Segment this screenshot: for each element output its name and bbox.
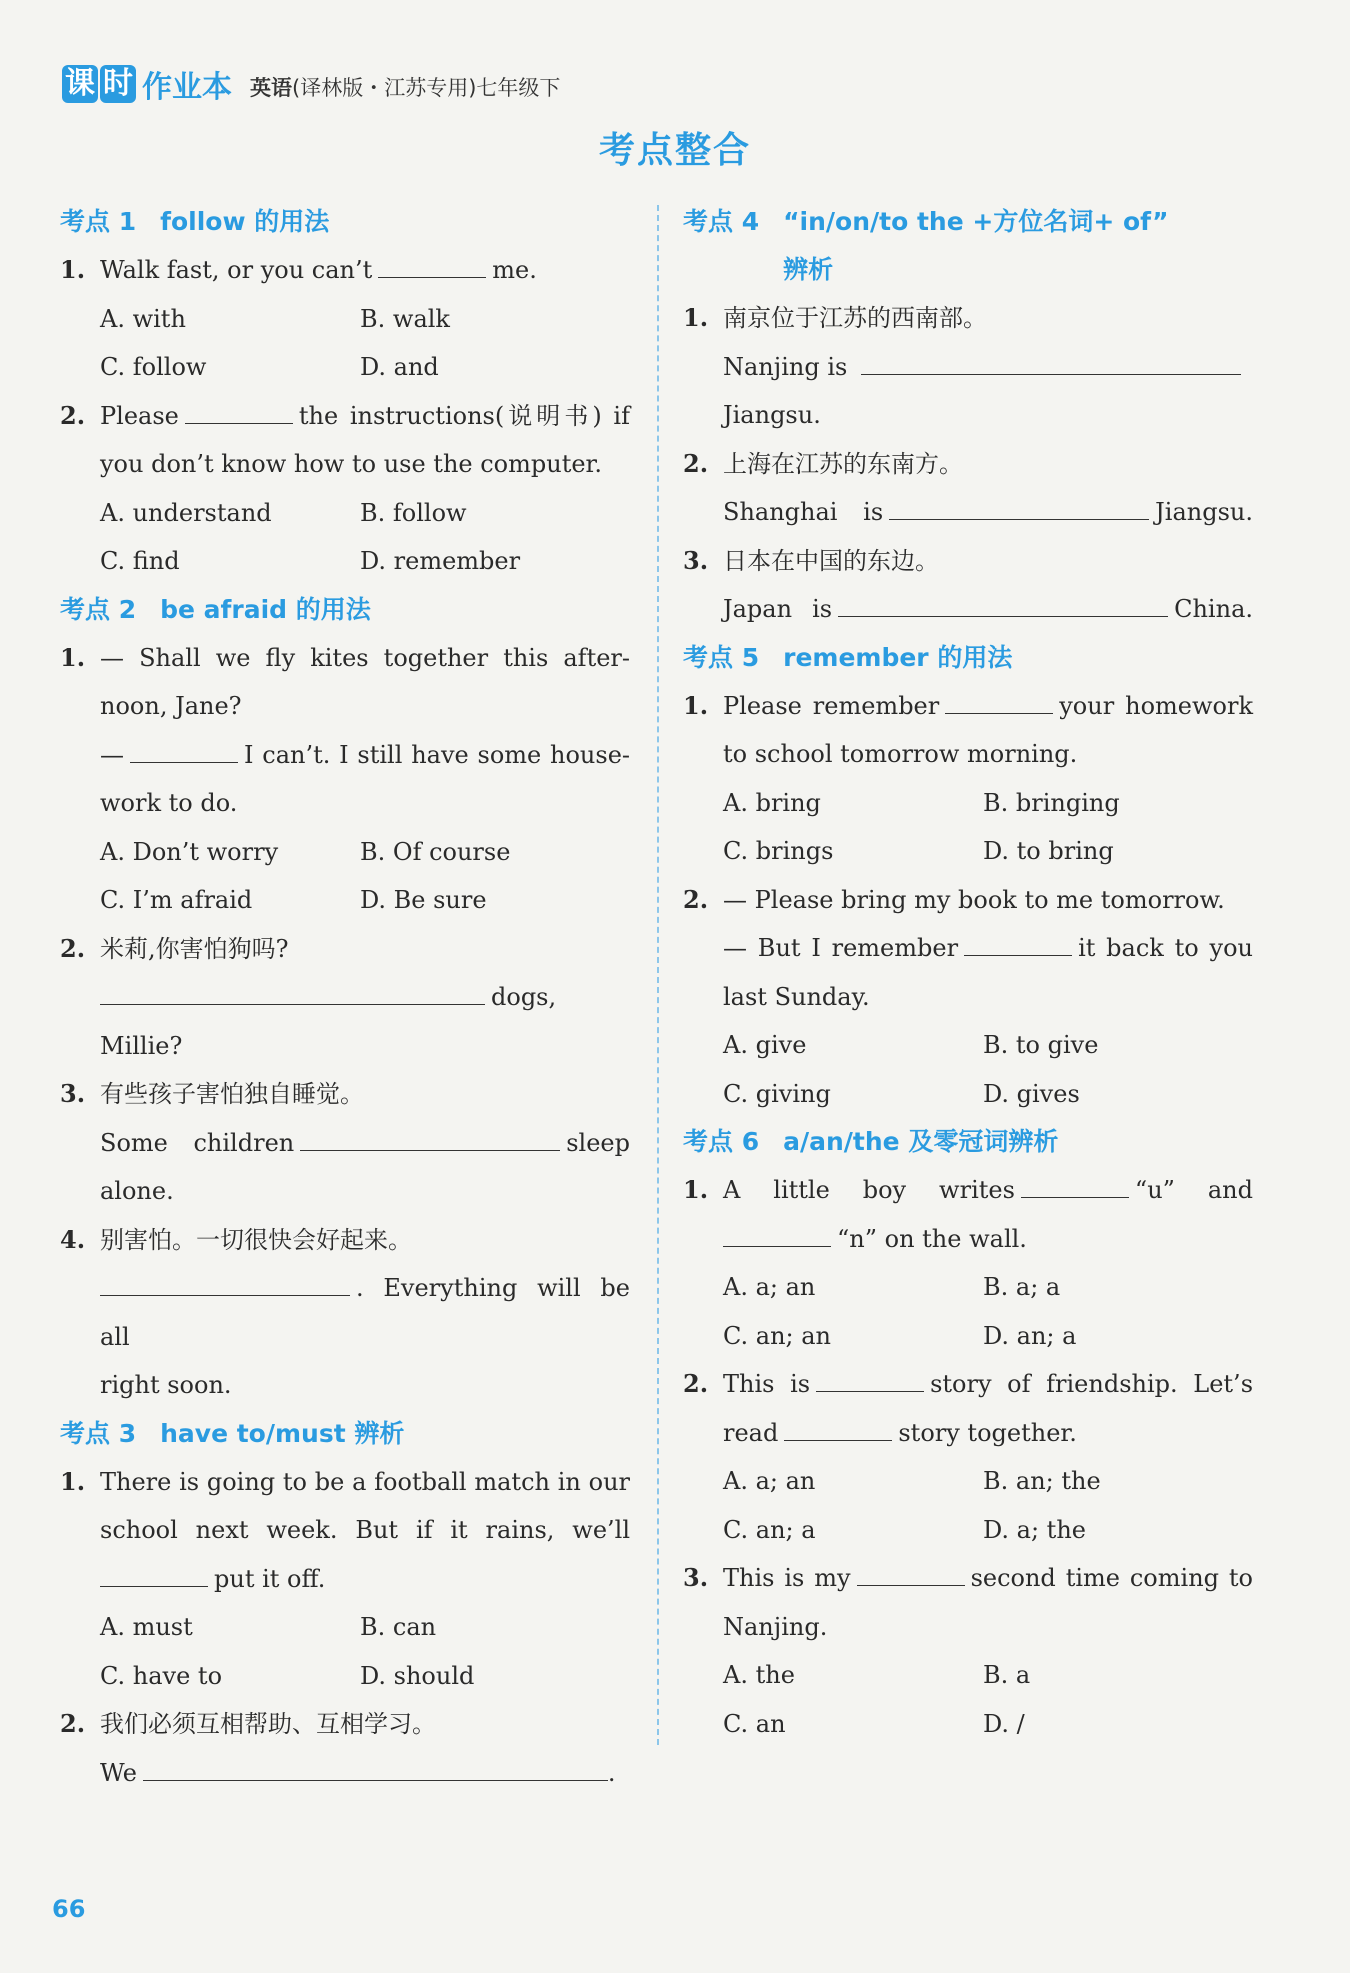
options [683,1021,1253,1118]
answer-blank[interactable] [143,1752,608,1781]
question-text: Nanjing is [723,352,848,381]
question [60,1700,630,1749]
page-title: 考点整合 [598,130,751,171]
option[interactable]: B. an; the [983,1467,1101,1495]
question-text: . [607,1758,616,1787]
question-number: 2. [60,1709,86,1738]
option[interactable]: A. bring [723,788,821,817]
question-text: 有些孩子害怕独自睡觉。 [100,1080,364,1108]
question-text: Shanghai is [723,498,884,526]
question-text: last Sunday. [723,982,870,1011]
question-text: Nanjing. [723,1612,828,1641]
logo-char: 课 [62,65,98,103]
answer-blank[interactable] [130,734,238,763]
option[interactable]: A. understand [100,498,272,527]
options [683,1457,1253,1554]
question [60,246,630,295]
question-text: alone. [100,1177,174,1205]
question [683,1554,1253,1603]
question-number: 2. [60,400,86,430]
question-text: right soon. [100,1371,232,1399]
answer-blank[interactable] [185,395,293,424]
question-text: your homework [1059,691,1253,720]
section-heading [60,586,630,634]
answer-line [683,488,1253,537]
option[interactable]: B. follow [360,498,467,527]
option[interactable]: D. should [360,1661,475,1690]
option[interactable]: D. remember [360,547,521,575]
edition: (译林版・江苏专用)七年级下 [292,76,561,100]
section-topic: a/an/the 及零冠词辨析 [783,1127,1059,1156]
option[interactable]: A. a; an [723,1273,816,1301]
answer-blank[interactable] [861,346,1241,375]
question-number: 1. [60,1466,86,1496]
option[interactable]: B. to give [983,1031,1099,1059]
column-divider [657,205,659,1745]
question-text: — Shall we fly kites together this after- [100,643,630,672]
section-number: 考点 5 [683,642,760,672]
section-heading [683,1118,1253,1166]
book-logo [62,62,232,106]
question-text: to school tomorrow morning. [723,740,1078,768]
answer-line [60,1555,630,1604]
question-text: Jiangsu. [1155,498,1253,526]
option[interactable]: C. I’m afraid [100,886,253,914]
section-number: 考点 2 [60,594,137,624]
dialogue-line [60,731,630,780]
page-number: 66 [52,1895,86,1923]
question [683,294,1253,343]
question-text: . Everything will be all [100,1274,630,1351]
section-topic: “in/on/to the +方位名词+ of” [783,207,1169,236]
option[interactable]: D. and [360,353,439,381]
subject: 英语 [250,76,292,100]
answer-line [683,1409,1253,1458]
question-text: me. [492,256,537,284]
question [60,634,630,683]
question-text: This is [723,1370,811,1398]
options [683,779,1253,876]
answer-line [683,585,1253,634]
option[interactable]: C. have to [100,1661,223,1690]
answer-blank[interactable] [816,1363,924,1392]
question [60,925,630,974]
question-text: Some children [100,1128,295,1157]
question-text: — Please bring my book to me tomorrow. [723,885,1225,914]
option[interactable]: D. Be sure [360,886,487,914]
question-text: school next week. But if it rains, we’ll [100,1516,630,1544]
question-text: Walk fast, or you can’t [100,256,373,284]
answer-blank[interactable] [723,1218,831,1247]
answer-line [60,973,630,1022]
question-text: Millie? [100,1031,183,1060]
question-text: it back to you [1078,934,1253,962]
left-column [60,198,630,1797]
section-topic: have to/must 辨析 [160,1418,405,1448]
question [60,1070,630,1119]
option[interactable]: C. follow [100,353,207,381]
question-text: 别害怕。一切很快会好起来。 [100,1225,412,1254]
right-column [683,198,1253,1748]
question-text: 南京位于江苏的西南部。 [723,304,987,332]
question-text: We [100,1758,137,1787]
question [683,440,1253,489]
question-number: 2. [683,1369,709,1398]
option[interactable]: C. brings [723,837,834,865]
options [60,489,630,586]
answer-blank[interactable] [100,976,485,1005]
question-text: second time coming to [970,1564,1253,1592]
option[interactable]: C. find [100,547,180,575]
options [60,295,630,392]
section-number: 考点 4 [683,207,760,236]
section-heading [683,634,1253,682]
option[interactable]: C. giving [723,1079,831,1108]
answer-blank[interactable] [1021,1169,1129,1198]
question-text: Jiangsu. [723,401,821,429]
answer-blank[interactable] [838,588,1168,617]
question [60,1216,630,1265]
options [683,1263,1253,1360]
question-number: 2. [683,884,709,914]
answer-blank[interactable] [945,685,1053,714]
question-text: noon, Jane? [100,692,242,720]
question-number: 1. [60,642,86,672]
section-topic: follow 的用法 [160,207,330,236]
question-text: This is my [723,1564,851,1592]
question-number: 2. [60,933,86,963]
question-text: 我们必须互相帮助、互相学习。 [100,1710,436,1738]
dialogue-line [683,924,1253,973]
section-number: 考点 1 [60,207,137,236]
answer-line [60,1749,630,1798]
option[interactable]: D. gives [983,1079,1080,1108]
answer-blank[interactable] [100,1558,208,1587]
answer-blank[interactable] [378,249,486,278]
options [683,1651,1253,1748]
question-text: I can’t. I still have some house- [244,740,630,769]
question-number: 1. [60,255,86,284]
answer-blank[interactable] [784,1412,892,1441]
question-text: put it off. [214,1564,326,1593]
section-topic: 辨析 [783,255,834,284]
question-text: 米莉,你害怕狗吗? [100,934,289,963]
question-text: China. [1174,595,1253,623]
question [683,1166,1253,1215]
option[interactable]: D. an; a [983,1321,1077,1350]
options [60,828,630,925]
option[interactable]: A. the [723,1661,795,1689]
question-text: the instructions(说明书) if [298,401,630,430]
section-topic: remember 的用法 [783,642,1013,672]
question-text: you don’t know how to use the computer. [100,450,603,478]
section-number: 考点 6 [683,1127,760,1156]
answer-line [683,343,1253,392]
question-text: A little boy writes [723,1176,1015,1204]
question [683,682,1253,731]
option[interactable]: B. walk [360,304,450,333]
option[interactable]: C. an; a [723,1515,816,1544]
section-heading [60,198,630,246]
question [60,392,630,441]
option[interactable]: D. / [983,1709,1025,1738]
question-number: 3. [683,1563,709,1592]
options [60,1603,630,1700]
question-text: Please [100,401,179,430]
option[interactable]: D. a; the [983,1515,1086,1544]
question-text: work to do. [100,789,238,817]
option[interactable]: C. an; an [723,1321,832,1350]
option[interactable]: B. can [360,1613,437,1641]
answer-blank[interactable] [300,1122,560,1151]
question-text: 日本在中国的东边。 [723,546,939,575]
option[interactable]: C. an [723,1709,786,1738]
question-number: 1. [683,303,709,332]
answer-blank[interactable] [889,491,1149,520]
section-heading [60,1410,630,1458]
question [683,1360,1253,1409]
question-text: story of friendship. Let’s [930,1370,1254,1398]
question-text: story together. [898,1418,1077,1447]
question-number: 3. [60,1079,86,1108]
question-number: 2. [683,448,709,478]
section-number: 考点 3 [60,1418,137,1448]
section-heading [683,198,1253,294]
question-text: Please remember [723,691,940,720]
question-text: — But I remember [723,934,959,962]
section-topic: be afraid 的用法 [160,594,371,624]
question-text: “n” on the wall. [837,1224,1027,1253]
question [683,537,1253,586]
question-number: 1. [683,690,709,720]
option[interactable]: B. a; a [983,1273,1061,1301]
option[interactable]: A. Don’t worry [100,837,279,866]
question-number: 4. [60,1224,86,1254]
option[interactable]: A. give [723,1031,807,1059]
answer-line [60,1119,630,1168]
dash: — [100,740,124,769]
logo-text: 作业本 [142,70,232,105]
book-subtitle [250,72,560,102]
question-number: 1. [683,1175,709,1204]
answer-blank[interactable] [964,927,1072,956]
answer-line [60,1264,630,1361]
question-text: sleep [566,1128,630,1157]
option[interactable]: D. to bring [983,837,1114,865]
question-text: dogs, [491,983,557,1011]
option[interactable]: B. bringing [983,788,1120,817]
answer-line [683,1215,1253,1264]
answer-blank[interactable] [857,1557,965,1586]
question-text: 上海在江苏的东南方。 [723,449,963,478]
header [62,62,560,106]
option[interactable]: B. Of course [360,837,511,866]
answer-blank[interactable] [100,1267,350,1296]
question-text: “u” and [1134,1176,1253,1204]
question [60,1458,630,1507]
question-text: Japan is [723,595,833,623]
logo-char: 时 [100,65,136,103]
question-text: read [723,1418,779,1447]
question-number: 3. [683,545,709,575]
option[interactable]: A. must [100,1613,193,1641]
question [683,876,1253,925]
option[interactable]: B. a [983,1661,1031,1689]
option[interactable]: A. with [100,304,186,333]
option[interactable]: A. a; an [723,1467,816,1495]
question-text: There is going to be a football match in our [100,1467,630,1496]
